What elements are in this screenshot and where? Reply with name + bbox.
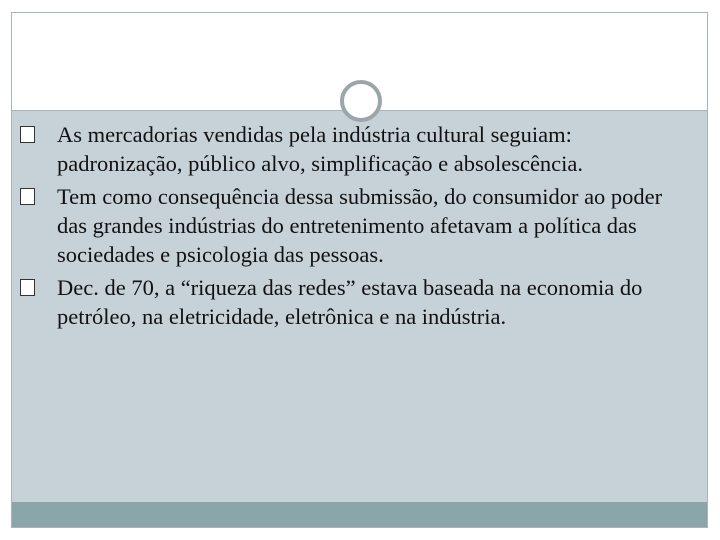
bullet-text: Tem como consequência dessa submissão, do consumidor ao poder das grandes indústrias do entretenimento afetavam a política das sociedades e psicologia das pessoas.	[57, 184, 663, 267]
bullet-list	[20, 120, 690, 335]
circle-ornament-icon	[340, 80, 382, 122]
box-bullet-icon	[20, 188, 35, 205]
bullet-text: Dec. de 70, a “riqueza das redes” estava baseada na economia do petróleo, na eletricidade, eletrônica e na indústria.	[57, 275, 643, 329]
bullet-item	[20, 120, 690, 178]
bullet-item	[20, 182, 690, 269]
bullet-item	[20, 273, 690, 331]
bottom-bar	[12, 502, 707, 528]
box-bullet-icon	[20, 279, 35, 296]
bullet-text: As mercadorias vendidas pela indústria cultural seguiam: padronização, público alvo, simplificação e absolescência.	[57, 122, 584, 176]
box-bullet-icon	[20, 126, 35, 143]
